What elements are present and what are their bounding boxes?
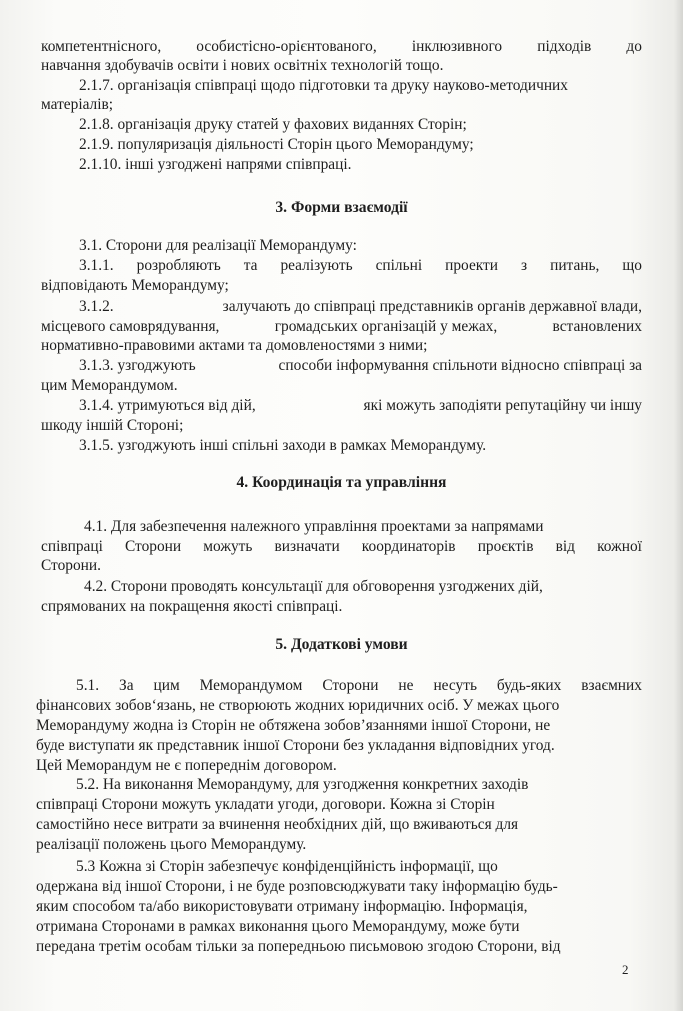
text-line: 2.1.10. інші узгоджені напрями співпраці. xyxy=(79,156,352,173)
text-line: одержана від іншої Сторони, і не буде розповсюджувати таку інформацію будь- xyxy=(36,878,558,895)
word: Сторони xyxy=(125,538,182,555)
text: 4.1. Для забезпечення належного управління проектами за напрямами xyxy=(84,518,544,535)
word: розробляють xyxy=(136,257,221,274)
text-line: 5.3 Кожна зі Сторін забезпечує конфіденційність інформації, що xyxy=(76,858,498,875)
word: спільні xyxy=(375,257,423,274)
text-line: Меморандуму жодна із Сторін не обтяжена зобов’язаннями іншої Сторони, не xyxy=(36,717,551,734)
text-line: самостійно несе витрати за вчинення необхідних дій, що вживаються для xyxy=(36,816,519,833)
section-heading-5: 5. Додаткові умови xyxy=(275,636,408,653)
word: які можуть заподіяти репутаційну чи іншу xyxy=(363,397,642,414)
text-line xyxy=(41,538,642,556)
word: За xyxy=(119,677,134,694)
text-line: Цей Меморандум не є попереднім договором. xyxy=(36,757,337,774)
section-heading-4: 4. Координація та управління xyxy=(236,474,447,491)
word: 3.1.1. xyxy=(79,257,114,274)
word: компетентнісного, xyxy=(41,38,162,55)
word: несуть xyxy=(433,677,477,694)
text-line: відповідають Меморандуму; xyxy=(41,277,229,294)
text-line: 3.1. Сторони для реалізації Меморандуму: xyxy=(79,237,357,254)
text-line: нормативно-правовими актами та домовленостями з ними; xyxy=(41,337,428,354)
word: 3.1.2. xyxy=(79,298,114,315)
word: способи інформування спільноти відносно співпраці за xyxy=(278,357,642,374)
word: що xyxy=(622,257,642,274)
word: та xyxy=(243,257,258,274)
word: Сторони xyxy=(322,677,379,694)
word: визначати xyxy=(274,538,340,555)
word: до xyxy=(626,38,642,55)
text-line: співпраці Сторони можуть укладати угоди, договори. Кожна зі Сторін xyxy=(36,796,495,813)
text-line: 2.1.7. організація співпраці щодо підготовки та друку науково-методичних xyxy=(79,77,568,94)
text-line xyxy=(84,518,642,536)
text-line: буде виступати як представник іншої Сторони без укладання відповідних угод. xyxy=(36,737,555,754)
word: цим xyxy=(153,677,180,694)
text-line: 2.1.9. популяризація діяльності Сторін цього Меморандуму; xyxy=(79,136,474,153)
text-line: матеріалів; xyxy=(41,96,114,113)
text-line: цим Меморандумом. xyxy=(41,377,178,394)
word: громадських організацій у межах, xyxy=(274,318,498,335)
text-line: шкоду іншій Стороні; xyxy=(41,417,184,434)
word: проєктів xyxy=(477,538,534,555)
text-line xyxy=(76,677,642,695)
text-line: яким способом та/або використовувати отриману інформацію. Інформація, xyxy=(36,898,528,915)
word: проекти xyxy=(445,257,499,274)
word: будь-яких xyxy=(496,677,562,694)
word: особистісно-орієнтованого, xyxy=(196,38,377,55)
word: співпраці xyxy=(41,538,103,555)
word: можуть xyxy=(203,538,253,555)
text-line: фінансових зобов‘язань, не створюють жодних юридичних осіб. У межах цього xyxy=(36,697,560,714)
text-line: 2.1.8. організація друку статей у фахових виданнях Сторін; xyxy=(79,116,467,133)
word: від xyxy=(555,538,575,555)
word: залучають до співпраці представників органів державної влади, xyxy=(222,298,642,315)
word: взаємних xyxy=(581,677,642,694)
text-line xyxy=(79,397,642,415)
word: 3.1.3. узгоджують xyxy=(79,357,196,374)
word: з xyxy=(521,257,528,274)
text-line: 5.2. На виконання Меморандуму, для узгодження конкретних заходів xyxy=(76,776,529,793)
word: підходів xyxy=(537,38,592,55)
page-edge-shadow xyxy=(674,0,683,1011)
text-line: Сторони. xyxy=(41,557,101,574)
text-line xyxy=(41,318,642,336)
word: 5.1. xyxy=(76,677,100,694)
text-line xyxy=(41,38,642,56)
text-line: 4.2. Сторони проводять консультації для обговорення узгоджених дій, xyxy=(84,578,543,595)
text-line: 3.1.5. узгоджують інші спільні заходи в рамках Меморандуму. xyxy=(79,437,487,454)
text-line: реалізації положень цього Меморандуму. xyxy=(36,836,307,853)
text-line xyxy=(79,257,642,275)
word: інклюзивного xyxy=(411,38,503,55)
text-line: навчання здобувачів освіти і нових освітніх технологій тощо. xyxy=(41,57,444,74)
text-line xyxy=(79,298,642,316)
text-line: отримана Сторонами в рамках виконання цього Меморандуму, може бути xyxy=(36,918,520,935)
word: Меморандумом xyxy=(199,677,303,694)
word: реалізують xyxy=(280,257,353,274)
word: питань, xyxy=(550,257,600,274)
text-line: спрямованих на покращення якості співпраці. xyxy=(41,598,343,615)
word: кожної xyxy=(597,538,642,555)
word: встановлених xyxy=(552,318,642,335)
word: не xyxy=(398,677,414,694)
text-line xyxy=(79,357,642,375)
section-heading-3: 3. Форми взаємодії xyxy=(275,199,408,216)
text-line: передана третім особам тільки за попередньою письмовою згодою Сторони, від xyxy=(36,938,561,955)
word: 3.1.4. утримуються від дій, xyxy=(79,397,256,414)
page-number: 2 xyxy=(622,962,629,977)
word: місцевого самоврядування, xyxy=(41,318,220,335)
word: координаторів xyxy=(361,538,456,555)
